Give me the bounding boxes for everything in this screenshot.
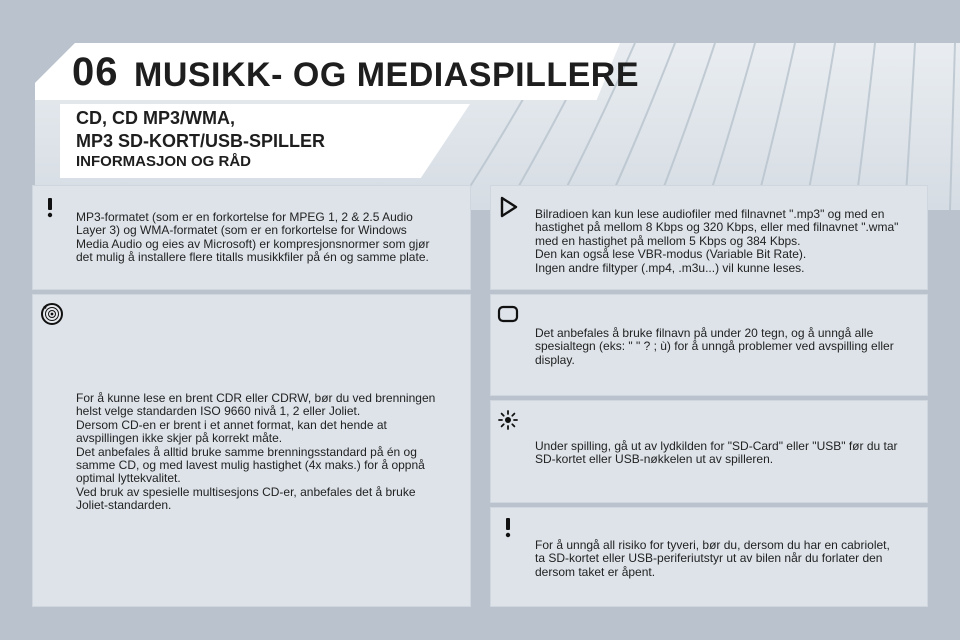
text-line: Ingen andre filtyper (.mp4, .m3u...) vil kunne leses. (535, 260, 805, 275)
text-line: optimal lyttekvalitet. (76, 471, 181, 486)
text-line: Ved bruk av spesielle multisesjons CD-er, anbefales det å bruke (76, 484, 416, 499)
subtitle-line-2: MP3 SD-KORT/USB-SPILLER (76, 131, 326, 151)
subtitle-line-1: CD, CD MP3/WMA, (76, 108, 235, 128)
page-title: MUSIKK- OG MEDIASPILLERE (134, 56, 640, 94)
text-line: MP3-formatet (som er en forkortelse for MPEG 1, 2 & 2.5 Audio (76, 210, 413, 224)
rounded-square-icon (496, 302, 520, 326)
text-line: Bilradioen kan kun lese audiofiler med filnavnet ".mp3" og med en (535, 207, 885, 221)
text-line: Det anbefales å bruke filnavn på under 20 tegn, og å unngå alle (535, 326, 874, 340)
exclamation-icon (38, 195, 62, 219)
text-line: display. (535, 352, 575, 367)
text-line: For å kunne lese en brent CDR eller CDRW, bør du ved brenningen (76, 391, 436, 405)
text-line: spesialtegn (eks: " " ? ; ù) for å unngå problemer ved avspilling eller (535, 339, 894, 354)
text-line: Dersom CD-en er brent i et annet format, kan det hende at (76, 417, 387, 432)
text-line: Under spilling, gå ut av lydkilden for "SD-Card" eller "USB" før du tar (535, 439, 898, 453)
sun-icon (496, 408, 520, 432)
info-panel-removal (490, 400, 928, 503)
text-line: helst velge standarden ISO 9660 nivå 1, 2 eller Joliet. (76, 404, 361, 419)
play-icon (496, 195, 520, 219)
text-line: Layer 3) og WMA-formatet (som er en forkortelse for Windows (76, 223, 407, 238)
chapter-number: 06 (72, 50, 119, 94)
exclamation-icon (496, 515, 520, 539)
text-line: ta SD-kortet eller USB-periferiutstyr ut av bilen når du forlater den (535, 551, 883, 566)
info-panel-file-names (490, 294, 928, 396)
text-line: Joliet-standarden. (76, 498, 172, 513)
text-line: Media Audio og eies av Microsoft) er kompresjonsnormer som gjør (76, 236, 430, 251)
text-line: med en hastighet på mellom 5 Kbps og 384 Kbps. (535, 233, 801, 248)
text-line: hastighet på mellom 8 Kbps og 320 Kbps, eller med filnavnet ".wma" (535, 220, 899, 235)
text-line: Det anbefales å alltid bruke samme brenningsstandard på én og (76, 444, 417, 459)
info-panel-theft (490, 507, 928, 607)
text-line: samme CD, og med lavest mulig hastighet (4x maks.) for å oppnå (76, 458, 425, 473)
info-panel-mp3-format (32, 185, 471, 290)
info-panel-cd-burning (32, 294, 471, 607)
disc-icon (40, 302, 64, 326)
text-line: avspillingen ikke skjer på korrekt måte. (76, 431, 283, 446)
text-line: det mulig å installere flere titalls musikkfiler på én og samme plate. (76, 250, 429, 265)
section-heading: INFORMASJON OG RÅD (76, 153, 252, 170)
text-line: dersom taket er åpent. (535, 564, 656, 579)
text-line: Den kan også lese VBR-modus (Variable Bit Rate). (535, 247, 807, 262)
text-line: For å unngå all risiko for tyveri, bør du, dersom du har en cabriolet, (535, 538, 890, 552)
text-line: SD-kortet eller USB-nøkkelen ut av spilleren. (535, 452, 774, 467)
info-panel-file-types (490, 185, 928, 290)
